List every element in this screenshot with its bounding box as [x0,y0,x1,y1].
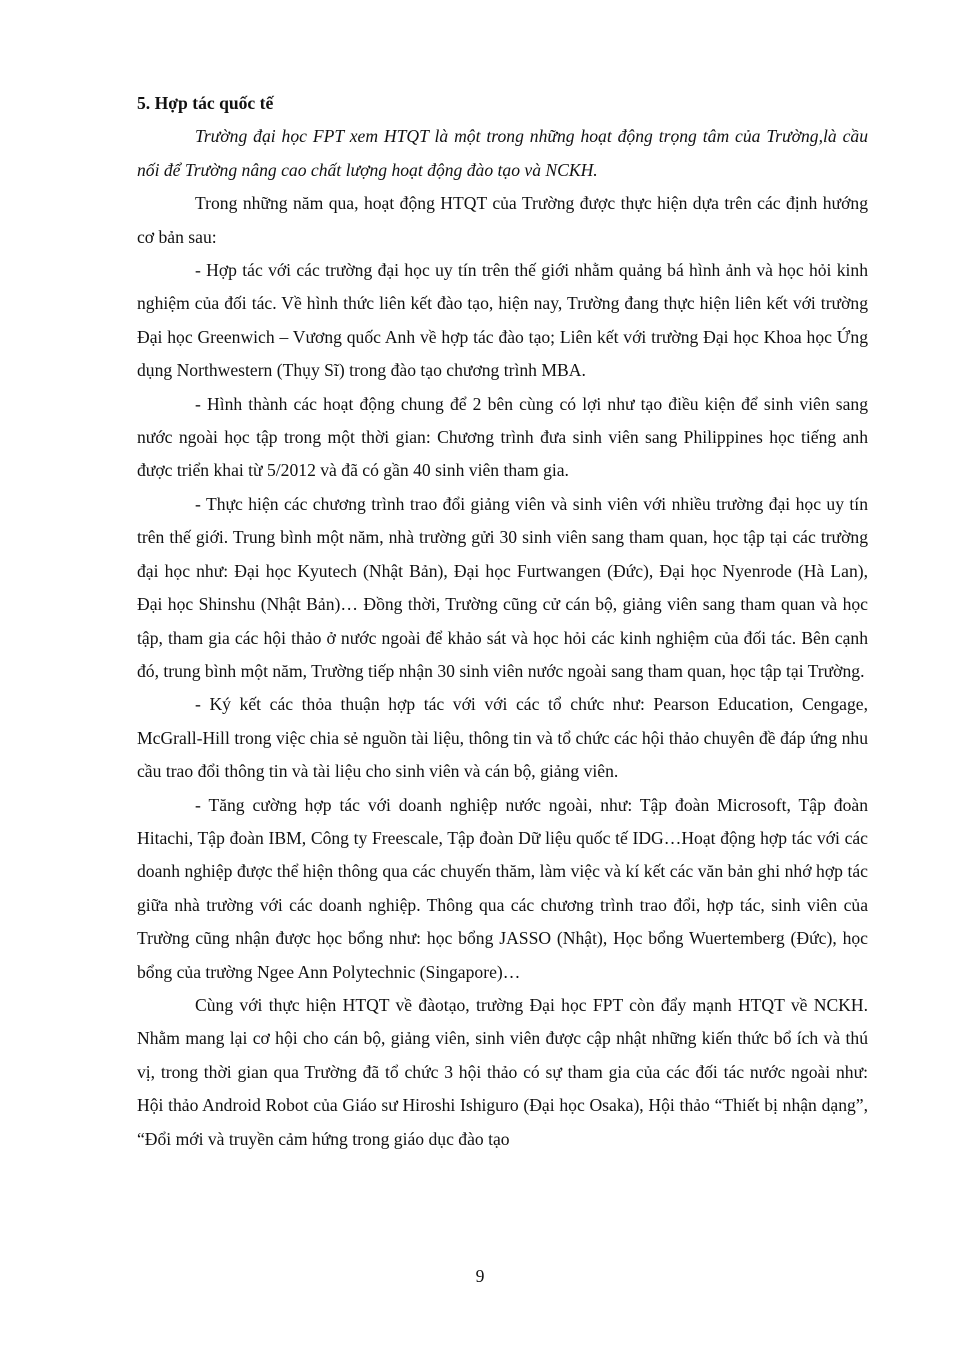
exchange-programs-paragraph: - Thực hiện các chương trình trao đổi giảng viên và sinh viên với nhiều trường đại học uy tín trên thế giới. Trung bình một năm, nhà trường gửi 30 sinh viên sang tham quan, học tập tại các trường đại học như: Đại học Kyutech (Nhật Bản), Đại học Furtwangen (Đức), Đại học Nyenrode (Hà Lan), Đại học Shinshu (Nhật Bản)… Đồng thời, Trường cũng cử cán bộ, giảng viên sang tham quan và học tập, tham gia các hội thảo ở nước ngoài để khảo sát và học hỏi các kinh nghiệm của đối tác. Bên cạnh đó, trung bình một năm, Trường tiếp nhận 30 sinh viên nước ngoài sang tham quan, học tập tại Trường. [137,493,868,681]
intro-paragraph: Trường đại học FPT xem HTQT là một trong những hoạt động trọng tâm của Trường,là cầu nối để Trường nâng cao chất lượng hoạt động đào tạo và NCKH. [137,126,868,180]
enterprise-cooperation-paragraph: - Tăng cường hợp tác với doanh nghiệp nước ngoài, như: Tập đoàn Microsoft, Tập đoàn Hitachi, Tập đoàn IBM, Công ty Freescale, Tập đoàn Dữ liệu quốc tế IDG…Hoạt động hợp tác với các doanh nghiệp được thể hiện thông qua các chuyến thăm, làm việc và kí kết các văn bản ghi nhớ hợp tác giữa nhà trường với các doanh nghiệp. Thông qua các chương trình trao đổi, hợp tác, sinh viên của Trường cũng nhận được học bổng như: học bổng JASSO (Nhật), Học bổng Wuertemberg (Đức), học bổng của trường Ngee Ann Polytechnic (Singapore)… [137,794,868,982]
orientation-paragraph: Trong những năm qua, hoạt động HTQT của Trường được thực hiện dựa trên các định hướng cơ bản sau: [137,193,868,247]
university-cooperation-paragraph: - Hợp tác với các trường đại học uy tín trên thế giới nhằm quảng bá hình ảnh và học hỏi kinh nghiệm của đối tác. Về hình thức liên kết đào tạo, hiện nay, Trường đang thực hiện liên kết với trường Đại học Greenwich – Vương quốc Anh về hợp tác đào tạo; Liên kết với trường Đại học Khoa học Ứng dụng Northwestern (Thụy Sĩ) trong đào tạo chương trình MBA. [137,260,868,381]
page-number: 9 [475,1266,485,1286]
document-page [137,87,868,1156]
agreements-paragraph: - Ký kết các thỏa thuận hợp tác với với các tổ chức như: Pearson Education, Cengage, McGrall-Hill trong việc chia sẻ nguồn tài liệu, thông tin và tổ chức các hội thảo chuyên đề đáp ứng nhu cầu trao đổi thông tin và tài liệu cho sinh viên và cán bộ, giảng viên. [137,694,868,782]
research-cooperation-paragraph: Cùng với thực hiện HTQT về đàotạo, trường Đại học FPT còn đẩy mạnh HTQT về NCKH. Nhằm mang lại cơ hội cho cán bộ, giảng viên, sinh viên được cập nhật những kiến thức bổ ích và thú vị, trong thời gian qua Trường đã tổ chức 3 hội thảo có sự tham gia của các đối tác nước ngoài như: Hội thảo Android Robot của Giáo sư Hiroshi Ishiguro (Đại học Osaka), Hội thảo “Thiết bị nhận dạng”, “Đổi mới và truyền cảm hứng trong giáo dục đào tạo [137,994,868,1149]
section-heading: 5. Hợp tác quốc tế [137,93,274,113]
joint-activities-paragraph: - Hình thành các hoạt động chung để 2 bên cùng có lợi như tạo điều kiện để sinh viên sang nước ngoài học tập trong một thời gian: Chương trình đưa sinh viên sang Philippines học tiếng anh được triển khai từ 5/2012 và đã có gần 40 sinh viên tham gia. [137,393,868,481]
